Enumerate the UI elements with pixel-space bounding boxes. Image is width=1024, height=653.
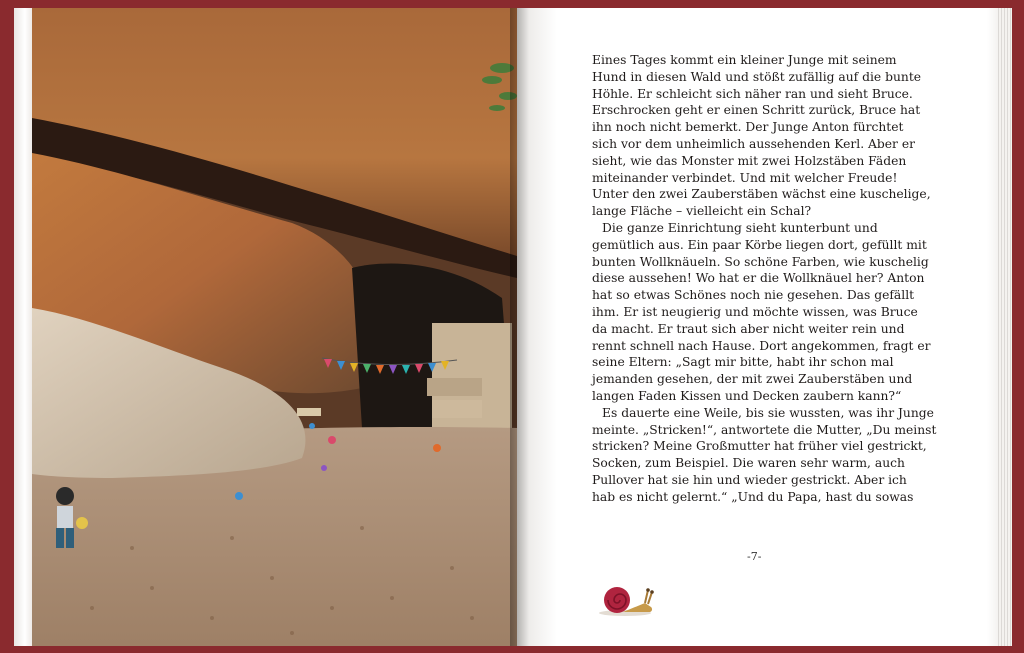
text-line: meinte. „Stricken!“, antwortete die Mutter, „Du meinst [592,422,937,437]
text-line: da macht. Er traut sich aber nicht weiter rein und [592,321,905,336]
right-page [517,8,1012,646]
text-line: stricken? Meine Großmutter hat früher viel gestrickt, [592,439,927,454]
text-line: miteinander verbindet. Und mit welcher Freude! [592,170,898,185]
open-book [14,8,1012,646]
text-line: Es dauerte eine Weile, bis sie wussten, was ihr Junge [602,405,934,420]
text-line: ihn noch nicht bemerkt. Der Junge Anton fürchtet [592,120,904,135]
text-line: Erschrocken geht er einen Schritt zurück, Bruce hat [592,103,921,118]
text-line: sich vor dem unheimlich aussehenden Kerl. Aber er [592,136,916,151]
cave-photo-icon [32,8,517,646]
text-line: Die ganze Einrichtung sieht kunterbunt und [602,220,878,235]
text-line: seine Eltern: „Sagt mir bitte, habt ihr schon mal [592,355,894,370]
text-line: sieht, wie das Monster mit zwei Holzstäben Fäden [592,153,907,168]
text-line: bunten Wollknäueln. So schöne Farben, wie kuschelig [592,254,929,269]
text-line: Höhle. Er schleicht sich näher ran und sieht Bruce. [592,86,913,101]
text-line: Socken, zum Beispiel. Die waren sehr warm, auch [592,456,905,471]
text-line: Pullover hat sie hin und wieder gestrickt. Aber ich [592,472,907,487]
text-line: Eines Tages kommt ein kleiner Junge mit seinem [592,53,897,67]
text-line: langen Faden Kissen und Decken zaubern kann?“ [592,388,902,403]
text-line: Hund in diesen Wald und stößt zufällig auf die bunte [592,69,922,84]
text-line: gemütlich aus. Ein paar Körbe liegen dort, gefüllt mit [592,237,927,252]
text-line: hab es nicht gelernt.“ „Und du Papa, hast du sowas [592,489,914,504]
text-line: jemanden gesehen, der mit zwei Zauberstäben und [592,372,913,387]
left-page-edge [14,8,32,646]
text-line: Unter den zwei Zauberstäben wächst eine kuschelige, [592,187,931,202]
page-number: -7- [747,550,762,563]
text-line: lange Fläche – vielleicht ein Schal? [592,204,812,219]
text-line: ihm. Er ist neugierig und möchte wissen, was Bruce [592,304,918,319]
left-page [14,8,517,646]
snail-icon [595,578,655,618]
text-line: diese aussehen! Wo hat er die Wollknäuel her? Anton [592,271,925,286]
page-edges [998,8,1012,646]
story-text [592,52,937,506]
text-line: hat so etwas Schönes noch nie gesehen. Das gefällt [592,288,915,303]
text-line: rennt schnell nach Hause. Dort angekommen, fragt er [592,338,931,353]
